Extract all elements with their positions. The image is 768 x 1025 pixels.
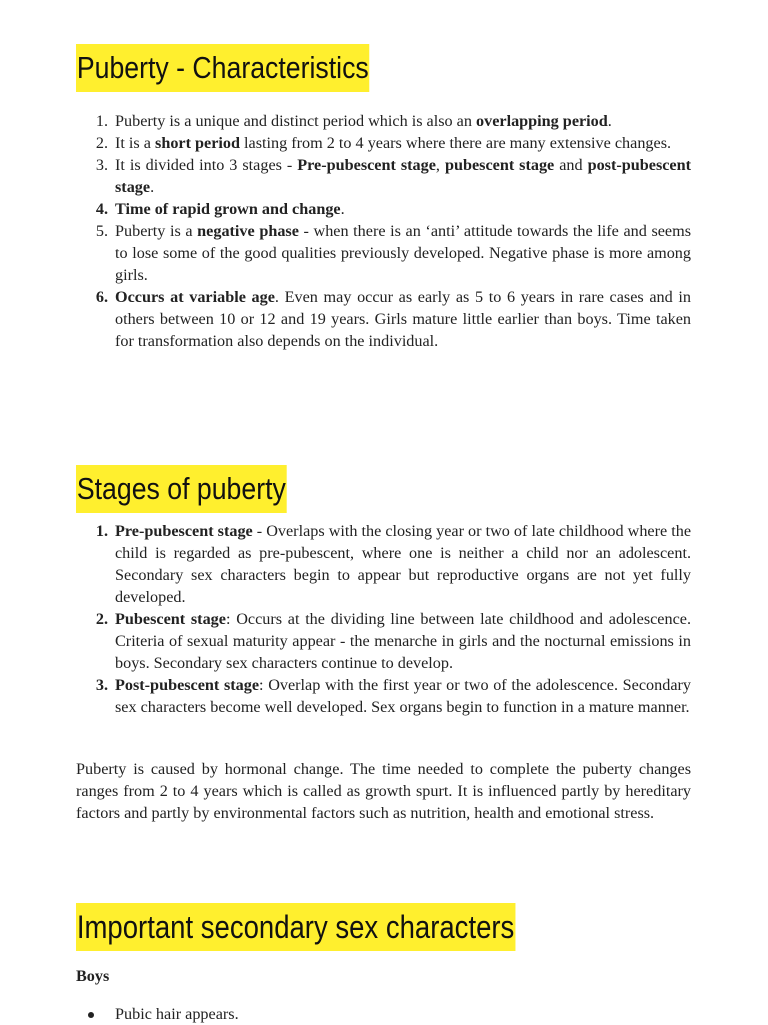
bullet-item	[115, 1003, 691, 1025]
list-item-number: 3.	[95, 156, 108, 174]
section-heading-stages: Stages of puberty	[76, 465, 287, 513]
list-item-text: : Occurs at the dividing line between late childhood and adolescence. Criteria of sexual maturity appear - the menarche in girls and the nocturnal emissions in boys. Secondary sex characters continue to develop.	[115, 610, 692, 672]
bold-term: Pre-pubescent stage	[297, 156, 436, 174]
list-item-number: 2.	[95, 134, 108, 152]
list-item-text: lasting from 2 to 4 years where there are many extensive changes.	[240, 134, 672, 152]
list-item	[95, 132, 691, 154]
bold-term: overlapping period	[476, 112, 608, 130]
bold-term: Pubescent stage	[115, 610, 226, 628]
list-item-text: . Even may occur as early as 5 to 6 years in rare cases and in others between 10 or 12 and 19 years. Girls mature little earlier than boys. Time taken for transformation also depends on the individual.	[115, 288, 691, 350]
list-item-number: 6.	[95, 288, 108, 306]
bold-term: Time of rapid grown and change	[115, 200, 341, 218]
list-item-text: Puberty is a	[115, 222, 198, 240]
growth-spurt-paragraph: Puberty is caused by hormonal change. The time needed to complete the puberty changes ranges from 2 to 4 years which is called as growth spurt. It is influenced partly by hereditary factors and partly by environmental factors such as nutrition, health and emotional stress.	[76, 760, 691, 822]
bold-term: Pre-pubescent stage	[115, 522, 253, 540]
stages-list	[95, 520, 692, 718]
bold-term: post-pubescent stage	[115, 156, 692, 196]
list-item-text: Puberty is a unique and distinct period which is also an	[115, 112, 477, 130]
boys-label: Boys	[76, 967, 110, 985]
list-item-text: and	[554, 156, 588, 174]
bold-term: negative phase	[197, 222, 299, 240]
list-item	[95, 198, 691, 220]
list-item-number: 3.	[95, 676, 108, 694]
list-item-text: It is a	[115, 134, 156, 152]
list-item-text: - Overlaps with the closing year or two of late childhood where the child is regarded as pre-pubescent, where one is neither a child nor an adolescent. Secondary sex characters begin to appear but reproductive organs are not yet fully developed.	[115, 522, 692, 606]
list-item	[95, 674, 691, 718]
list-item-text: It is divided into 3 stages -	[115, 156, 298, 174]
list-item	[95, 520, 692, 608]
list-item	[95, 154, 692, 198]
bold-term: short period	[155, 134, 240, 152]
list-item-text: .	[340, 200, 345, 218]
list-item-text: .	[607, 112, 612, 130]
list-item-text: - when there is an ‘anti’ attitude towards the life and seems to lose some of the good qualities previously developed. Negative phase is more among girls.	[115, 222, 692, 284]
list-item-number: 4.	[95, 200, 108, 218]
bold-term: Post-pubescent stage	[115, 676, 260, 694]
list-item	[95, 220, 692, 286]
section-heading-characteristics: Puberty - Characteristics	[76, 44, 370, 92]
bullet-text: Pubic hair appears.	[115, 1005, 239, 1023]
list-item	[95, 110, 691, 132]
list-item-text: .	[150, 178, 155, 196]
characteristics-list	[95, 110, 692, 352]
list-item-text: : Overlap with the first year or two of the adolescence. Secondary sex characters become well developed. Sex organs begin to function in a mature manner.	[115, 676, 691, 716]
list-item	[95, 608, 692, 674]
list-item-number: 1.	[95, 112, 108, 130]
list-item	[95, 286, 691, 352]
bold-term: Occurs at variable age	[115, 288, 275, 306]
list-item-number: 2.	[95, 610, 108, 628]
section-heading-secondary-sex-characters: Important secondary sex characters	[76, 903, 515, 951]
list-item-number: 5.	[95, 222, 108, 240]
list-item-number: 1.	[95, 522, 108, 540]
boys-bullet-list	[115, 1003, 691, 1025]
list-item-text: ,	[435, 156, 445, 174]
bullet-dot-icon	[88, 1012, 94, 1018]
bold-term: pubescent stage	[444, 156, 555, 174]
